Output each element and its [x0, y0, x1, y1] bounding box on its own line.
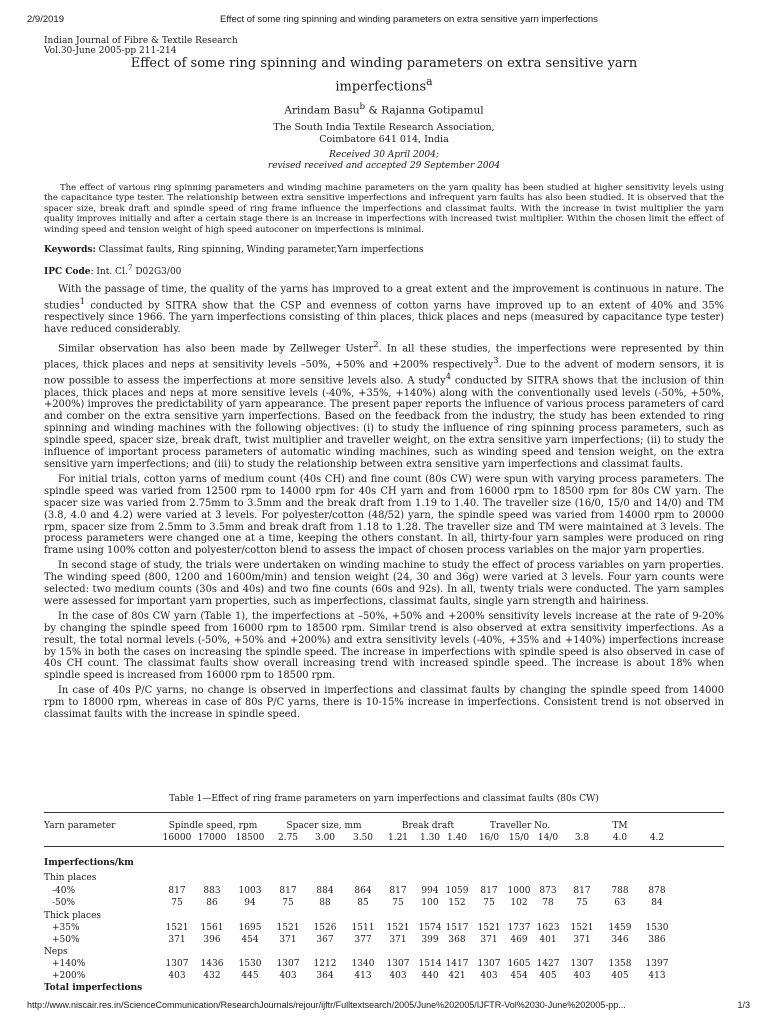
- table-cell: 403: [279, 971, 297, 981]
- table-cell: 454: [241, 935, 259, 945]
- abstract: The effect of various ring spinning parameters and winding machine parameters on the yarn quality has been studied at higher sensitivity levels using the capacitance type tester. The relationship between extra sensitive imperfections and infrequent yarn faults has also been studied. It is observed that the spacer size, break draft and spindle speed of ring frame influence the imperfections and classimat faults. With the increase in twist multiplier the yarn quality improves initially and after a certain stage there is an increase in imperfections with increased twist multiplier. Within the chosen limit the effect of winding speed and tension weight of high speed autoconer on imperfections is minimal.: [44, 183, 724, 235]
- table-cell: 364: [316, 971, 334, 981]
- table-row-label: +200%: [52, 971, 86, 981]
- keywords-label: Keywords: [44, 245, 93, 255]
- table-header-rule: [44, 846, 724, 847]
- table-top-rule: [44, 812, 724, 813]
- title-footnote-mark: a: [426, 75, 433, 88]
- paragraph-1-text-a: With the passage of time, the quality of the yarns has improved to a great extent and the improvement is continuous in nature. The studies: [44, 284, 724, 312]
- table-row-label: Thin places: [44, 873, 97, 883]
- table-subheader: 3.8: [574, 833, 590, 843]
- table-cell: 1695: [238, 923, 262, 933]
- ipc-sup: 7: [127, 263, 133, 272]
- table-cell: 1605: [507, 959, 531, 969]
- table-cell: 100: [421, 898, 439, 908]
- table-cell: 371: [573, 935, 591, 945]
- paragraph-6: In case of 40s P/C yarns, no change is observed in imperfections and classimat faults by changing the spindle speed from 14000 rpm to 18000 rpm, whereas in case of 80s P/C yarns, there is 10-15% increase in imperfections. Consistent trend is not observed in classimat faults with the increase in spindle speed.: [44, 685, 724, 721]
- table-cell: 1530: [645, 923, 669, 933]
- table-row-label: Neps: [44, 947, 68, 957]
- table-caption: Table 1—Effect of ring frame parameters on yarn imperfections and classimat faults (80s CW): [169, 794, 599, 804]
- paragraph-1-text-b: conducted by SITRA show that the CSP and evenness of cotton yarns have improved up to an extent of 40% and 35% respectively since 1966. The yarn imperfections consisting of thin places, thick places and neps (measured by capacitance type tester) have reduced considerably.: [44, 300, 724, 336]
- table-cell: 377: [354, 935, 372, 945]
- table-cell: 445: [241, 971, 259, 981]
- table-cell: 1511: [351, 923, 375, 933]
- table-cell: 75: [171, 898, 183, 908]
- table-cell: 403: [480, 971, 498, 981]
- table-row-label: -50%: [52, 898, 76, 908]
- paragraph-3: For initial trials, cotton yarns of medium count (40s CH) and fine count (80s CW) were spun with varying process parameters. The spindle speed was varied from 12500 rpm to 14000 rpm for 40s CH yarn and from 16000 rpm to 18500 rpm for 80s CW yarn. The spacer size was varied from 2.75mm to 3.5mm and the break draft from 1.19 to 1.40. The traveller size (16/0, 15/0 and 14/0) and TM (3.8, 4.0 and 4.2) were varied at 3 levels. For polyester/cotton (48/52) yarn, the spindle speed was varied from 14000 rpm to 20000 rpm, spacer size from 2.5mm to 3.5mm and break draft from 1.18 to 1.28. The traveller size and TM were maintained at 3 levels. The process parameters were changed one at a time, keeping the others constant. In all, thirty-four yarn samples were produced on ring frame using 100% cotton and polyester/cotton blend to assess the impact of chosen process variables on the major yarn properties.: [44, 473, 724, 557]
- table-cell: 864: [354, 886, 372, 896]
- table-cell: 817: [480, 886, 498, 896]
- table-cell: 788: [611, 886, 629, 896]
- table-row-label: -40%: [52, 886, 76, 896]
- affiliation: [44, 122, 724, 146]
- article-title-line2: imperfections: [335, 79, 427, 95]
- author-separator: &: [365, 104, 382, 117]
- table-cell: 1212: [313, 959, 337, 969]
- paragraph-2: [44, 339, 724, 471]
- paragraph-4: In second stage of study, the trials were undertaken on winding machine to study the effect of process variables on yarn properties. The winding speed (800, 1200 and 1600m/min) and tension weight (24, 30 and 36g) were varied at 3 levels. Four yarn counts were selected: two medium counts (30s and 40s) and two fine counts (60s and 92s). In all, twenty trials were conducted. The yarn samples were assessed for important yarn properties, such as imperfections, classimat faults, single yarn strength and hairiness.: [44, 560, 724, 607]
- table-group-header: Break draft: [401, 821, 455, 831]
- ref-1: 1: [79, 295, 86, 306]
- table-cell: 1436: [200, 959, 224, 969]
- table-cell: 883: [203, 886, 221, 896]
- author-1-mark: b: [359, 102, 366, 112]
- table-cell: 454: [510, 971, 528, 981]
- table-subheader: 2.75: [277, 833, 299, 843]
- table-cell: 371: [480, 935, 498, 945]
- table-cell: 1340: [351, 959, 375, 969]
- table-cell: 75: [392, 898, 404, 908]
- table-cell: 405: [611, 971, 629, 981]
- table-cell: 405: [539, 971, 557, 981]
- paragraph-2-text-d: conducted by SITRA shows that the inclusion of thin places, thick places and neps at more sensitive levels (-40%, +35%, +140%) along with the conventionally used levels (-50%, +50%, +200%) improves the predictability of yarn appearance. The present paper reports the influence of various process parameters of card and comber on the extra sensitive yarn imperfections. Based on the feedback from the industry, the study has been extended to ring spinning and winding machines with the following objectives: (i) to study the influence of ring spinning process parameters, such as spindle speed, spacer size, break draft, twist multiplier and traveller weight, on the extra sensitive yarn imperfections; (ii) to study the influence of important process parameters of automatic winding machines, such as winding speed and tension weight, on the extra sensitive yarn imperfections; and (iii) to study the relationship between extra sensitive yarn imperfections and classimat faults.: [44, 375, 724, 470]
- table-row-label: +35%: [52, 923, 80, 933]
- table-cell: 396: [203, 935, 221, 945]
- footer-page-number: 1/3: [737, 1000, 750, 1010]
- table-cell: 102: [510, 898, 528, 908]
- table-cell: 817: [279, 886, 297, 896]
- table-total-label: Total imperfections: [44, 983, 143, 993]
- table-cell: 368: [448, 935, 466, 945]
- article-title-line1: Effect of some ring spinning and winding parameters on extra sensitive yarn: [130, 56, 638, 71]
- table-cell: 1526: [313, 923, 337, 933]
- table-subheader: 3.50: [352, 833, 374, 843]
- table-param-header: Yarn parameter: [44, 821, 116, 831]
- affiliation-line2: Coimbatore 641 014, India: [319, 134, 449, 145]
- table-cell: 75: [576, 898, 588, 908]
- table-cell: 1521: [276, 923, 300, 933]
- table-group-header: Traveller No.: [489, 821, 551, 831]
- table-cell: 88: [319, 898, 331, 908]
- paragraph-1: [44, 284, 724, 336]
- table-subheader: 17000: [197, 833, 227, 843]
- table-group-header: TM: [612, 821, 628, 831]
- table-cell: 1059: [445, 886, 469, 896]
- keywords: Keywords: Classimat faults, Ring spinning, Winding parameter,Yarn imperfections: [44, 245, 424, 255]
- author-2: Rajanna Gotipamul: [381, 104, 484, 117]
- ref-3: 3: [493, 355, 499, 366]
- article-title: [44, 55, 724, 96]
- table-cell: 1521: [165, 923, 189, 933]
- table-cell: 1307: [570, 959, 594, 969]
- header-date: 2/9/2019: [27, 14, 64, 25]
- table-cell: 346: [611, 935, 629, 945]
- table-row-label: +50%: [52, 935, 80, 945]
- journal-volume: Vol.30-June 2005-pp 211-214: [44, 46, 177, 56]
- journal-info: [44, 36, 238, 56]
- table-cell: 1514: [418, 959, 442, 969]
- table-group-header: Spacer size, mm: [286, 821, 362, 831]
- body-text: [44, 284, 724, 724]
- table-subheader: 18500: [235, 833, 265, 843]
- table-cell: 403: [389, 971, 407, 981]
- table-cell: 1521: [570, 923, 594, 933]
- table-cell: 1307: [386, 959, 410, 969]
- table-cell: 371: [389, 935, 407, 945]
- table-cell: 371: [279, 935, 297, 945]
- table-cell: 1574: [418, 923, 442, 933]
- paragraph-2-text-a: Similar observation has also been made by Zellweger Uster: [58, 343, 374, 355]
- table-cell: 1521: [477, 923, 501, 933]
- table-cell: 1521: [386, 923, 410, 933]
- table-cell: 371: [168, 935, 186, 945]
- table-cell: 817: [168, 886, 186, 896]
- table-cell: 1530: [238, 959, 262, 969]
- table-subheader: 3.00: [314, 833, 336, 843]
- table-subheader: 1.40: [446, 833, 468, 843]
- table-subheader: 4.2: [649, 833, 665, 843]
- table-section-label: Imperfections/km: [44, 858, 134, 868]
- table-cell: 403: [573, 971, 591, 981]
- table-subheader: 16000: [162, 833, 192, 843]
- ref-2: 2: [373, 338, 379, 349]
- table-cell: 413: [354, 971, 372, 981]
- journal-name: Indian Journal of Fibre & Textile Research: [44, 36, 238, 46]
- table-cell: 878: [648, 886, 666, 896]
- table-cell: 75: [282, 898, 294, 908]
- table-cell: 399: [421, 935, 439, 945]
- ipc-code: [44, 263, 724, 277]
- table-cell: 469: [510, 935, 528, 945]
- table-cell: 1000: [507, 886, 531, 896]
- table-cell: 152: [448, 898, 466, 908]
- table-row-label: +140%: [52, 959, 86, 969]
- author-list: [44, 102, 724, 117]
- table-cell: 432: [203, 971, 221, 981]
- ipc-prefix: : Int. Cl.: [90, 267, 128, 277]
- table-cell: 1003: [238, 886, 262, 896]
- table-cell: 413: [648, 971, 666, 981]
- table-cell: 884: [316, 886, 334, 896]
- table-subheader: 16/0: [478, 833, 500, 843]
- table-cell: 873: [539, 886, 557, 896]
- table-cell: 403: [168, 971, 186, 981]
- table-subheader: 15/0: [508, 833, 530, 843]
- table-cell: 1358: [608, 959, 632, 969]
- received-dates: [44, 150, 724, 172]
- table-cell: 1307: [276, 959, 300, 969]
- ipc-label: IPC Code: [44, 267, 91, 277]
- table-cell: 817: [573, 886, 591, 896]
- table-cell: 1737: [507, 923, 531, 933]
- header-title: Effect of some ring spinning and winding parameters on extra sensitive yarn imperfections: [220, 14, 598, 25]
- table-cell: 1561: [200, 923, 224, 933]
- received-line2: revised received and accepted 29 September 2004: [267, 161, 501, 171]
- keywords-text: Classimat faults, Ring spinning, Winding parameter,Yarn imperfections: [98, 245, 424, 255]
- table-cell: 63: [614, 898, 626, 908]
- table-cell: 85: [357, 898, 369, 908]
- table-cell: 1427: [536, 959, 560, 969]
- table-cell: 994: [421, 886, 439, 896]
- author-1: Arindam Basu: [284, 104, 360, 117]
- paragraph-5: In the case of 80s CW yarn (Table 1), the imperfections at –50%, +50% and +200% sensitivity levels increase at the rate of 9-20% by changing the spindle speed from 16000 rpm to 18500 rpm. Similar trend is also observed at extra sensitivity imperfections. As a result, the total normal levels (-50%, +50% and +200%) and extra sensitivity levels (-40%, +35% and +140%) imperfections increase by 15% in both the cases on increasing the spindle speed. The increase in imperfections with spindle speed is also observed in case of 40s CH count. The classimat faults show overall increasing trend with increased spindle speed. The increase is about 18% when spindle speed is increased from 16000 rpm to 18500 rpm.: [44, 610, 724, 682]
- table-cell: 94: [244, 898, 256, 908]
- table-subheader: 4.0: [612, 833, 628, 843]
- table-cell: 386: [648, 935, 666, 945]
- table-cell: 84: [651, 898, 663, 908]
- paragraph-2-text-b: . In all these studies, the imperfections were represented by thin places, thick places and neps at sensitivity levels –50%, +50% and +200% respectively: [44, 343, 724, 371]
- table-group-header: Spindle speed, rpm: [168, 821, 258, 831]
- table-cell: 440: [421, 971, 439, 981]
- footer-url: http://www.niscair.res.in/ScienceCommunication/ResearchJournals/rejour/ijftr/Fulltextsearch/2005/June%202005/IJFTR-Vol%2030-June%202005-pp...: [27, 1000, 626, 1010]
- table-cell: 1397: [645, 959, 669, 969]
- ipc-value: D02G3/00: [132, 267, 182, 277]
- table-cell: 86: [206, 898, 218, 908]
- table-cell: 1307: [165, 959, 189, 969]
- received-line1: Received 30 April 2004;: [329, 150, 439, 160]
- table-cell: 817: [389, 886, 407, 896]
- table-cell: 421: [448, 971, 466, 981]
- table-subheader: 1.30: [419, 833, 441, 843]
- table-cell: 1459: [608, 923, 632, 933]
- table-cell: 75: [483, 898, 495, 908]
- ref-4: 4: [445, 371, 451, 382]
- paragraph-2-text-c: . Due to the advent of modern sensors, it is now possible to assess the imperfections at more sensitive levels also. A study: [44, 359, 724, 387]
- table-cell: 1623: [536, 923, 560, 933]
- table-subheader: 1.21: [387, 833, 409, 843]
- table-row-label: Thick places: [44, 911, 102, 921]
- table-cell: 1517: [445, 923, 469, 933]
- table-cell: 1307: [477, 959, 501, 969]
- table-cell: 401: [539, 935, 557, 945]
- table-cell: 1417: [445, 959, 469, 969]
- table-subheader: 14/0: [537, 833, 559, 843]
- table-cell: 78: [542, 898, 554, 908]
- table-cell: 367: [316, 935, 334, 945]
- affiliation-line1: The South India Textile Research Association,: [273, 122, 495, 133]
